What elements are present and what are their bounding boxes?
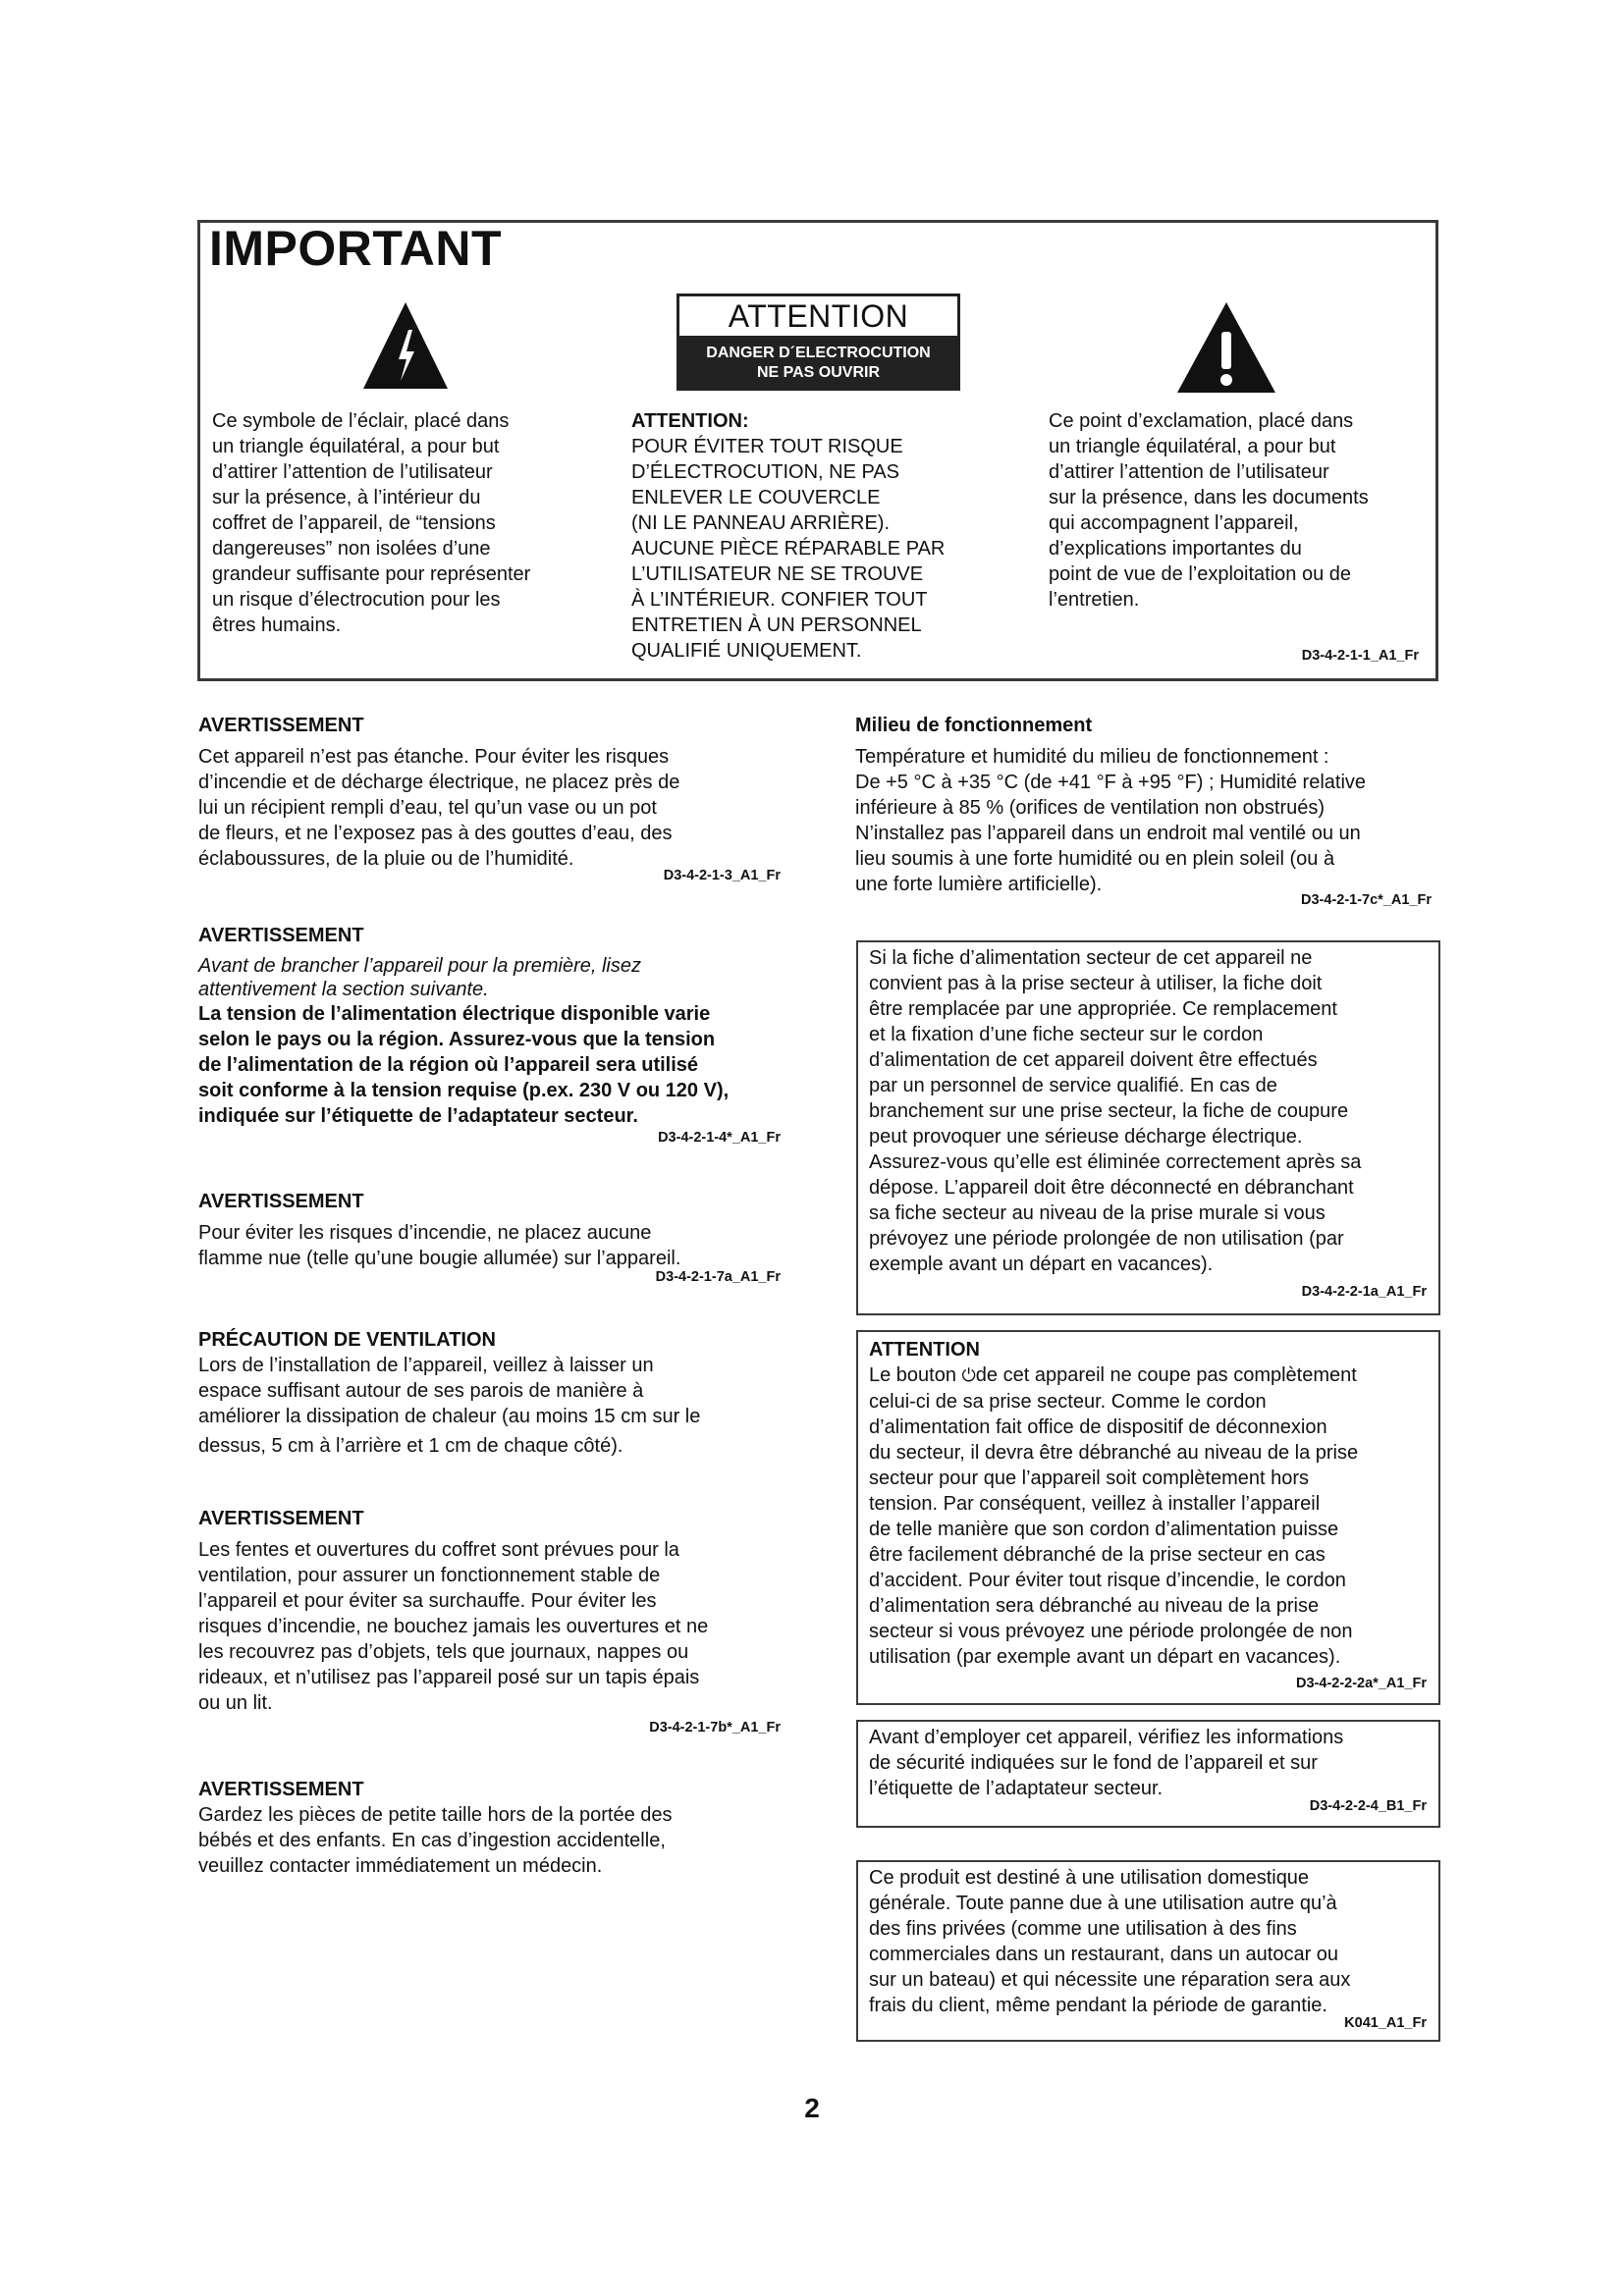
text-line: Avant d’employer cet appareil, vérifiez les informations xyxy=(869,1727,1344,1748)
text-line: sur un bateau) et qui nécessite une réparation sera aux xyxy=(869,1969,1351,1991)
doc-code: D3-4-2-1-7c*_A1_Fr xyxy=(1301,892,1432,908)
text-line: D’ÉLECTROCUTION, NE PAS xyxy=(631,461,899,483)
attention-badge-title: ATTENTION xyxy=(728,298,909,334)
warning-section-openings xyxy=(198,1506,797,1716)
warning-section-small-parts xyxy=(198,1777,787,1879)
text-line: et la fixation d’une fiche secteur sur le cordon xyxy=(869,1024,1264,1045)
section-body xyxy=(198,1537,797,1716)
text-line: commerciales dans un restaurant, dans un autocar ou xyxy=(869,1944,1339,1965)
text-fragment: de cet appareil ne coupe pas complètement xyxy=(975,1364,1357,1386)
section-heading: ATTENTION xyxy=(869,1339,980,1361)
doc-code: D3-4-2-2-1a_A1_Fr xyxy=(1301,1284,1427,1300)
text-line: Avant de brancher l’appareil pour la première, lisez xyxy=(198,955,641,977)
text-line: soit conforme à la tension requise (p.ex. 230 V ou 120 V), xyxy=(198,1080,730,1101)
doc-code: D3-4-2-1-7a_A1_Fr xyxy=(655,1269,781,1285)
doc-code: D3-4-2-1-4*_A1_Fr xyxy=(658,1130,781,1146)
text-line: l’entretien. xyxy=(1049,589,1140,611)
text-line: dépose. L’appareil doit être déconnecté en débranchant xyxy=(869,1177,1354,1199)
text-line: inférieure à 85 % (orifices de ventilation non obstrués) xyxy=(855,797,1326,819)
section-body xyxy=(198,1220,787,1271)
text-line: un triangle équilatéral, a pour but xyxy=(212,436,500,457)
warning-section-water xyxy=(198,713,787,872)
text-line: Pour éviter les risques d’incendie, ne placez aucune xyxy=(198,1222,652,1244)
text-line: L’UTILISATEUR NE SE TROUVE xyxy=(631,563,924,585)
text-line: Si la fiche d’alimentation secteur de cet appareil ne xyxy=(869,947,1313,969)
text-line: d’accident. Pour éviter tout risque d’incendie, le cordon xyxy=(869,1570,1346,1591)
doc-code: D3-4-2-2-2a*_A1_Fr xyxy=(1296,1676,1427,1691)
text-line: branchement sur une prise secteur, la fiche de coupure xyxy=(869,1100,1349,1122)
text-line: d’incendie et de décharge électrique, ne placez près de xyxy=(198,772,680,793)
text-line: utilisation (par exemple avant un départ en vacances). xyxy=(869,1646,1341,1668)
important-title: IMPORTANT xyxy=(209,221,502,276)
text-line: prévoyez une période prolongée de non utilisation (par xyxy=(869,1228,1344,1250)
plug-replacement-text xyxy=(869,945,1434,1277)
text-line: POUR ÉVITER TOUT RISQUE xyxy=(631,436,903,457)
text-line: (NI LE PANNEAU ARRIÈRE). xyxy=(631,512,891,534)
text-line: l’étiquette de l’adaptateur secteur. xyxy=(869,1778,1164,1799)
text-line: un risque d’électrocution pour les xyxy=(212,589,501,611)
power-disconnect-text xyxy=(869,1337,1434,1670)
text-line: peut provoquer une sérieuse décharge électrique. xyxy=(869,1126,1303,1148)
text-line: espace suffisant autour de ses parois de manière à xyxy=(198,1380,644,1402)
text-line: sur la présence, à l’intérieur du xyxy=(212,487,481,508)
section-body xyxy=(198,744,787,872)
text-line: risques d’incendie, ne bouchez jamais les ouvertures et ne xyxy=(198,1616,709,1637)
text-line: Ce produit est destiné à une utilisation domestique xyxy=(869,1867,1310,1889)
section-body xyxy=(855,744,1444,897)
text-line: d’attirer l’attention de l’utilisateur xyxy=(212,461,493,483)
text-line: d’alimentation de cet appareil doivent être effectués xyxy=(869,1049,1318,1071)
text-line: des fins privées (comme une utilisation à des fins xyxy=(869,1918,1297,1940)
text-line: bébés et des enfants. En cas d’ingestion accidentelle, xyxy=(198,1830,666,1851)
text-line: du secteur, il devra être débranché au niveau de la prise xyxy=(869,1442,1359,1464)
section-heading: AVERTISSEMENT xyxy=(198,1508,364,1529)
text-line: secteur si vous prévoyez une période prolongée de non xyxy=(869,1621,1353,1642)
doc-code: K041_A1_Fr xyxy=(1344,2015,1427,2031)
doc-code: D3-4-2-1-1_A1_Fr xyxy=(1301,648,1419,664)
text-line: d’alimentation sera débranché au niveau de la prise xyxy=(869,1595,1320,1617)
text-line: AUCUNE PIÈCE RÉPARABLE PAR xyxy=(631,538,946,560)
text-line: de telle manière que son cordon d’alimentation puisse xyxy=(869,1519,1339,1540)
page-number: 2 xyxy=(804,2093,820,2123)
text-line: d’alimentation fait office de dispositif de déconnexion xyxy=(869,1416,1327,1438)
operating-environment-section xyxy=(855,713,1444,897)
text-line xyxy=(869,1362,1434,1389)
exclamation-warning-icon xyxy=(1175,300,1277,395)
text-line: dessus, 5 cm à l’arrière et 1 cm de chaque côté). xyxy=(198,1435,623,1457)
section-body xyxy=(198,1802,787,1879)
text-line: tension. Par conséquent, veillez à installer l’appareil xyxy=(869,1493,1321,1515)
text-line: ENTRETIEN À UN PERSONNEL xyxy=(631,614,922,636)
attention-badge-line2: NE PAS OUVRIR xyxy=(756,364,881,381)
text-line: les recouvrez pas d’objets, tels que journaux, nappes ou xyxy=(198,1641,689,1663)
section-heading: Milieu de fonctionnement xyxy=(855,715,1093,736)
section-heading: AVERTISSEMENT xyxy=(198,925,364,946)
text-fragment: Le bouton xyxy=(869,1364,956,1386)
section-body xyxy=(198,1353,787,1459)
lightning-warning-icon xyxy=(361,300,450,391)
doc-code: D3-4-2-1-7b*_A1_Fr xyxy=(649,1720,781,1735)
text-line: d’explications importantes du xyxy=(1049,538,1302,560)
text-line: attentivement la section suivante. xyxy=(198,979,489,1000)
text-line: de l’alimentation de la région où l’appareil sera utilisé xyxy=(198,1054,699,1076)
text-line: frais du client, même pendant la période de garantie. xyxy=(869,1995,1327,2016)
section-body xyxy=(869,1362,1434,1670)
power-standby-icon: ⏻ xyxy=(961,1365,976,1386)
section-heading: PRÉCAUTION DE VENTILATION xyxy=(198,1329,496,1351)
warning-section-flame xyxy=(198,1189,787,1271)
text-line: une forte lumière artificielle). xyxy=(855,874,1103,895)
text-line: Température et humidité du milieu de fonctionnement : xyxy=(855,746,1329,768)
doc-code: D3-4-2-1-3_A1_Fr xyxy=(663,868,781,883)
text-line: selon le pays ou la région. Assurez-vous que la tension xyxy=(198,1029,716,1050)
text-line: Assurez-vous qu’elle est éliminée correctement après sa xyxy=(869,1151,1362,1173)
domestic-use-text xyxy=(869,1865,1434,2018)
text-line: secteur pour que l’appareil soit complètement hors xyxy=(869,1468,1310,1489)
attention-badge-warning xyxy=(679,336,957,388)
text-line: Ce symbole de l’éclair, placé dans xyxy=(212,410,510,432)
text-line: flamme nue (telle qu’une bougie allumée) sur l’appareil. xyxy=(198,1248,681,1269)
text-line: celui-ci de sa prise secteur. Comme le cordon xyxy=(869,1391,1267,1413)
text-line: ENLEVER LE COUVERCLE xyxy=(631,487,881,508)
text-line: l’appareil et pour éviter sa surchauffe. Pour éviter les xyxy=(198,1590,657,1612)
attention-badge-line1: DANGER D´ELECTROCUTION xyxy=(706,345,931,361)
text-line: QUALIFIÉ UNIQUEMENT. xyxy=(631,640,862,662)
text-line: être remplacée par une appropriée. Ce remplacement xyxy=(869,998,1337,1020)
text-line: De +5 °C à +35 °C (de +41 °F à +95 °F) ; Humidité relative xyxy=(855,772,1367,793)
text-line: coffret de l’appareil, de “tensions xyxy=(212,512,496,534)
text-line: êtres humains. xyxy=(212,614,342,636)
text-line: sur la présence, dans les documents xyxy=(1049,487,1369,508)
text-line: indiquée sur l’étiquette de l’adaptateur secteur. xyxy=(198,1105,638,1127)
text-line: Cet appareil n’est pas étanche. Pour éviter les risques xyxy=(198,746,670,768)
text-line: Ce point d’exclamation, placé dans xyxy=(1049,410,1354,432)
attention-instructions xyxy=(631,408,1014,664)
text-line: ventilation, pour assurer un fonctionnement stable de xyxy=(198,1565,661,1586)
text-line: convient pas à la prise secteur à utiliser, la fiche doit xyxy=(869,973,1323,994)
text-line: N’installez pas l’appareil dans un endroit mal ventilé ou un xyxy=(855,823,1361,844)
attention-badge xyxy=(677,294,960,391)
lightning-explanation xyxy=(212,408,595,638)
section-heading: AVERTISSEMENT xyxy=(198,715,364,736)
text-line: lieu soumis à une forte humidité ou en plein soleil (ou à xyxy=(855,848,1335,870)
text-line: sa fiche secteur au niveau de la prise murale si vous xyxy=(869,1202,1326,1224)
text-line: un triangle équilatéral, a pour but xyxy=(1049,436,1336,457)
text-line: Les fentes et ouvertures du coffret sont prévues pour la xyxy=(198,1539,679,1561)
text-line: exemple avant un départ en vacances). xyxy=(869,1254,1214,1275)
text-line: éclaboussures, de la pluie ou de l’humidité. xyxy=(198,848,574,870)
section-intro xyxy=(198,954,797,1001)
text-line: dangereuses” non isolées d’une xyxy=(212,538,491,560)
exclamation-explanation xyxy=(1049,408,1432,613)
text-line: par un personnel de service qualifié. En cas de xyxy=(869,1075,1277,1096)
text-line: d’attirer l’attention de l’utilisateur xyxy=(1049,461,1329,483)
text-line: qui accompagnent l’appareil, xyxy=(1049,512,1299,534)
text-line: rideaux, et n’utilisez pas l’appareil posé sur un tapis épais xyxy=(198,1667,700,1688)
text-line: ou un lit. xyxy=(198,1692,273,1714)
text-line: À L’INTÉRIEUR. CONFIER TOUT xyxy=(631,589,928,611)
section-heading: AVERTISSEMENT xyxy=(198,1191,364,1212)
text-line: de fleurs, et ne l’exposez pas à des gouttes d’eau, des xyxy=(198,823,673,844)
text-line: Lors de l’installation de l’appareil, veillez à laisser un xyxy=(198,1355,654,1376)
text-line: lui un récipient rempli d’eau, tel qu’un vase ou un pot xyxy=(198,797,657,819)
section-heading: AVERTISSEMENT xyxy=(198,1779,364,1800)
warning-section-voltage xyxy=(198,923,797,1129)
section-body xyxy=(198,1001,797,1129)
ventilation-section xyxy=(198,1327,787,1459)
text-line: générale. Toute panne due à une utilisation autre qu’à xyxy=(869,1893,1337,1914)
doc-code: D3-4-2-2-4_B1_Fr xyxy=(1309,1798,1427,1814)
text-line: être facilement débranché de la prise secteur en cas xyxy=(869,1544,1326,1566)
text-line: point de vue de l’exploitation ou de xyxy=(1049,563,1352,585)
text-line: Gardez les pièces de petite taille hors de la portée des xyxy=(198,1804,673,1826)
attention-heading: ATTENTION: xyxy=(631,410,749,432)
safety-info-text xyxy=(869,1725,1434,1801)
text-line: améliorer la dissipation de chaleur (au moins 15 cm sur le xyxy=(198,1406,701,1427)
text-line: La tension de l’alimentation électrique disponible varie xyxy=(198,1003,711,1025)
text-line: veuillez contacter immédiatement un médecin. xyxy=(198,1855,603,1877)
text-line: de sécurité indiquées sur le fond de l’appareil et sur xyxy=(869,1752,1318,1774)
text-line: grandeur suffisante pour représenter xyxy=(212,563,531,585)
